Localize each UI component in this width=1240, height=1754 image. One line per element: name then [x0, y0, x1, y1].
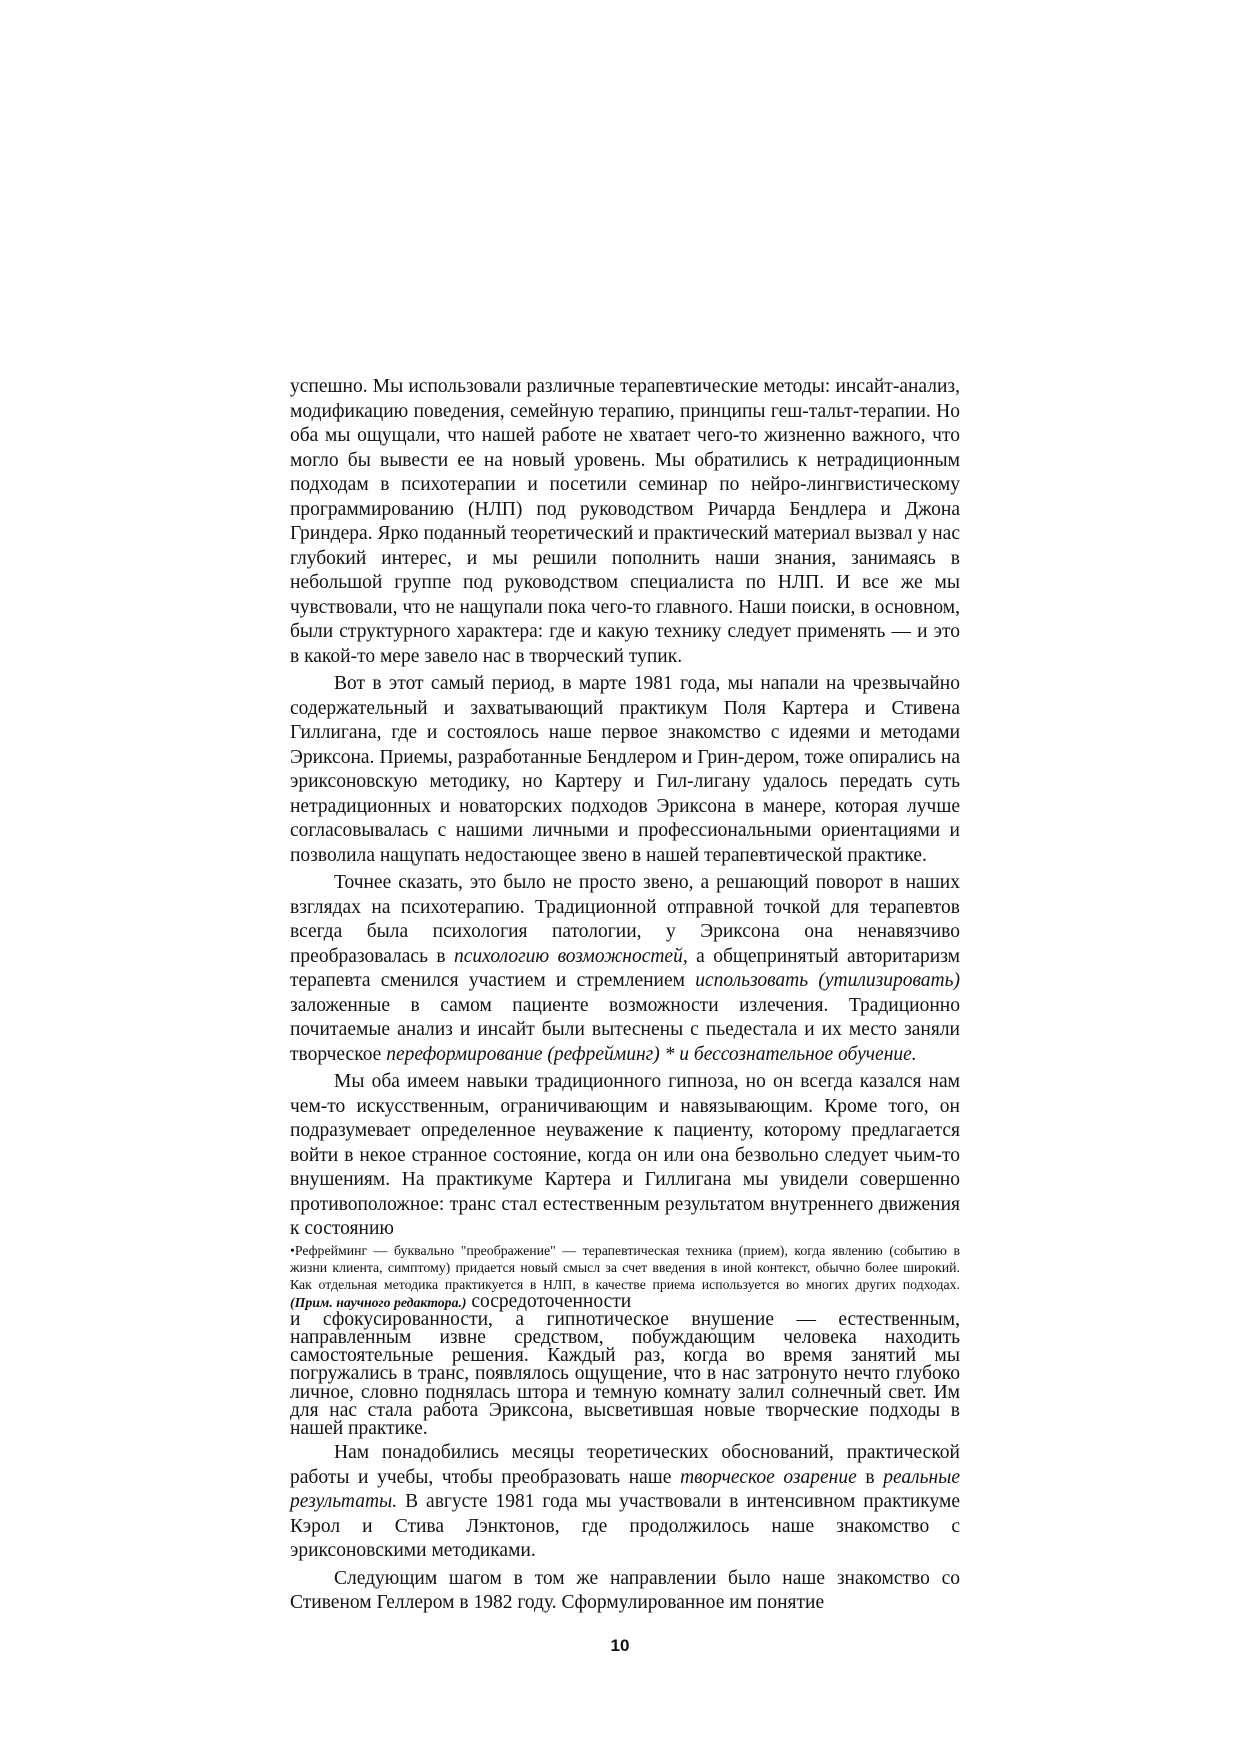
emphasis-text: психологию возможностей,: [454, 945, 688, 967]
text-run: •Рефрейминг — буквально "преображение" — терапевтическая техника (прием), когда явлению (событию в жизни клиента, симптому) придается новый смысл за счет введения в иной контекст, обычно более широкий. Как отдельная методика практикуется в НЛП, в качестве приема используется во многих других подходах.: [290, 1242, 960, 1292]
footnote-block: [290, 1242, 960, 1439]
text-run: Нам понадобились месяцы теоретических обоснований, практической работы и учебы, чтобы преобразовать наше: [290, 1442, 960, 1488]
text-run: Мы оба имеем навыки традиционного гипноза, но он всегда казался нам чем-то искусственным, ограничивающим и навязывающим. Кроме того, он подразумевает определенное неуважение к пациенту, которому предлагается войти в некое странное состояние, когда он или она безвольно следует чьим-то внушениям. На практикуме Картера и Гиллигана мы увидели совершенно противоположное: транс стал естественным результатом внутреннего движения к состоянию: [290, 1071, 960, 1239]
footnote-continuation-inline: сосредоточенности: [466, 1290, 632, 1312]
paragraph-4-continuation: и сфокусированности, а гипнотическое внушение — естественным, направленным извне средством, побуждающим человека находить самостоятельные решения. Каждый раз, когда во время занятий мы погружались в транс, появлялось ощущение, что в нас затронуто нечто глубоко личное, словно поднялась штора и темную комнату залил солнечный свет. Им для нас стала работа Эриксона, высветившая новые творческие подходы в нашей практике.: [290, 1308, 960, 1439]
text-run: заложенные в самом пациенте возможности излечения. Традиционно почитаемые анализ и инсайт были вытеснены с пьедестала и их место заняли творческое: [290, 994, 960, 1065]
emphasis-text: переформирование (рефрейминг) * и бессознательное обучение.: [386, 1043, 917, 1065]
paragraph-3: [290, 871, 960, 1067]
paragraph-6: [290, 1567, 960, 1616]
paragraph-4: [290, 1070, 960, 1242]
text-run: в: [856, 1466, 884, 1488]
page-number: 10: [610, 1636, 630, 1655]
text-run: успешно. Мы использовали различные терапевтические методы: инсайт-анализ, модификацию поведения, семейную терапию, принципы геш-тальт-терапии. Но оба мы ощущали, что нашей работе не хватает чего-то жизненно важного, что могло бы вывести ее на новый уровень. Мы обратились к нетрадиционным подходам в психотерапии и посетили семинар по нейро-лингвистическому программированию (НЛП) под руководством Ричарда Бендлера и Джона Гриндера. Ярко поданный теоретический и практический материал вызвал у нас глубокий интерес, и мы решили пополнить наши знания, занимаясь в небольшой группе под руководством специалиста по НЛП. И все же мы чувствовали, что не нащупали пока чего-то главного. Наши поиски, в основном, были структурного характера: где и какую технику следует применять — и это в какой-то мере завело нас в творческий тупик.: [290, 376, 960, 667]
text-run: Вот в этот самый период, в марте 1981 года, мы напали на чрезвычайно содержательный и захватывающий практикум Поля Картера и Стивена Гиллигана, где и состоялось наше первое знакомство с идеями и методами Эриксона. Приемы, разработанные Бендлером и Грин-дером, тоже опирались на эриксоновскую методику, но Картеру и Гил-лигану удалось передать суть нетрадиционных и новаторских подходов Эриксона в манере, которая лучше согласовывалась с нашими личными и профессиональными ориентациями и позволила нащупать недостающее звено в нашей терапевтической практике.: [290, 673, 960, 866]
emphasis-text: использовать (утилизировать): [695, 970, 960, 991]
text-run: В августе 1981 года мы участвовали в интенсивном практикуме Кэрол и Стива Лэнктонов, где продолжилось наше знакомство с эриксоновскими методиками.: [290, 1491, 960, 1562]
text-run: Следующим шагом в том же направлении было наше знакомство со Стивеном Геллером в 1982 году. Сформулированное им понятие: [290, 1567, 960, 1614]
text-run: Точнее сказать, это было не просто звено, а решающий поворот в наших взглядах на психотерапию. Традиционной отправной точкой для терапевтов всегда была психология патологии, у Эриксона она ненавязчиво преобразовалась в: [290, 872, 960, 967]
paragraph-2: [290, 672, 960, 868]
body-text: [290, 375, 960, 1616]
footnote: [290, 1242, 960, 1311]
text-run: а общепринятый авторитаризм терапевта сменился участием и стремлением: [290, 945, 960, 991]
paragraph-1: [290, 375, 960, 669]
paragraph-5: [290, 1441, 960, 1564]
emphasis-text: (Прим. научного редактора.): [290, 1294, 467, 1310]
emphasis-text: реальные результаты.: [290, 1466, 960, 1513]
emphasis-text: творческое озарение: [680, 1466, 857, 1488]
